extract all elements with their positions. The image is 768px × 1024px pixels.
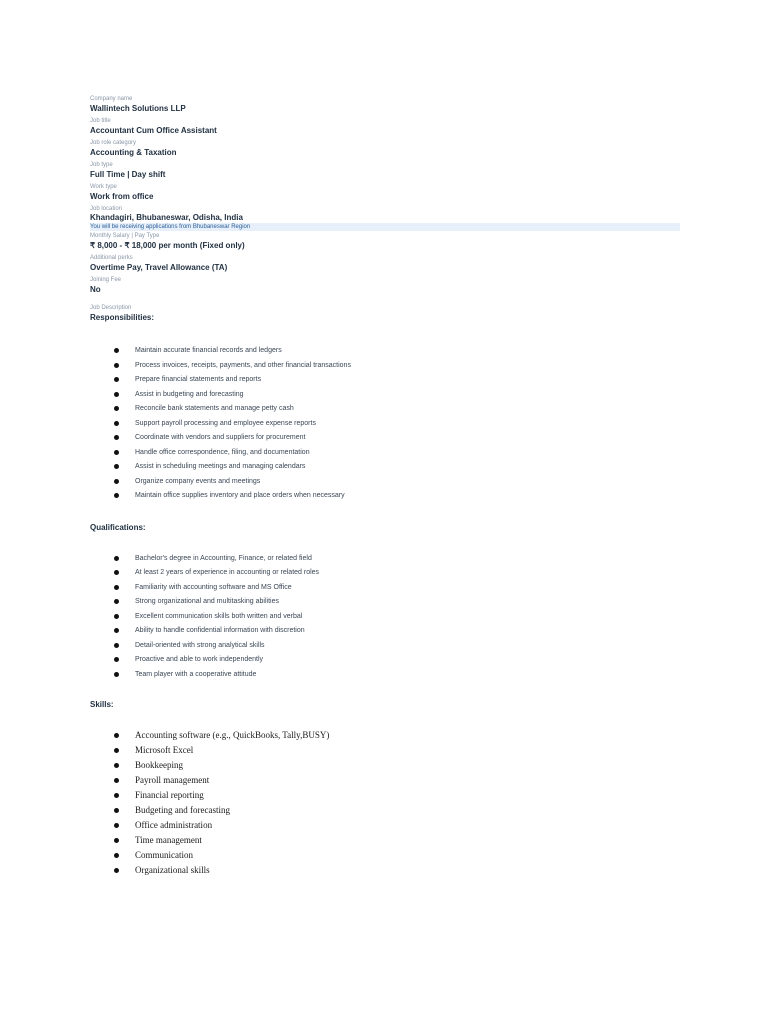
- list-item-text: Budgeting and forecasting: [135, 805, 230, 815]
- bullet-icon: [114, 657, 119, 662]
- responsibilities-list: [90, 346, 680, 506]
- list-item-text: Support payroll processing and employee expense reports: [135, 419, 316, 427]
- field-value: Work from office: [90, 192, 154, 201]
- list-item: [90, 850, 680, 865]
- list-item: [90, 745, 680, 760]
- field-value: ₹ 8,000 - ₹ 18,000 per month (Fixed only): [90, 241, 245, 250]
- list-item-text: Payroll management: [135, 775, 210, 785]
- bullet-icon: [114, 672, 119, 677]
- list-item: [90, 433, 680, 448]
- list-item: [90, 419, 680, 434]
- list-item-text: Bachelor's degree in Accounting, Finance, or related field: [135, 554, 312, 562]
- list-item-text: Time management: [135, 835, 202, 845]
- list-item-text: Ability to handle confidential information with discretion: [135, 627, 305, 634]
- list-item-text: Office administration: [135, 820, 213, 830]
- bullet-icon: [114, 868, 119, 873]
- bullet-icon: [114, 808, 119, 813]
- field-label: Job title: [90, 118, 111, 124]
- list-item: [90, 835, 680, 850]
- list-item: [90, 346, 680, 361]
- bullet-icon: [114, 421, 119, 426]
- bullet-icon: [114, 479, 119, 484]
- list-item-text: Process invoices, receipts, payments, and other financial transactions: [135, 361, 351, 369]
- bullet-icon: [114, 464, 119, 469]
- list-item: [90, 583, 680, 598]
- list-item: [90, 655, 680, 670]
- field-label: Job type: [90, 162, 113, 168]
- list-item-text: Coordinate with vendors and suppliers for procurement: [135, 434, 306, 441]
- list-item-text: Reconcile bank statements and manage petty cash: [135, 405, 294, 412]
- field-job-location: [90, 205, 680, 222]
- list-item: [90, 390, 680, 405]
- field-job-type: [90, 161, 680, 180]
- bullet-icon: [114, 363, 119, 368]
- field-additional-perks: [90, 254, 680, 273]
- bullet-icon: [114, 733, 119, 738]
- bullet-icon: [114, 838, 119, 843]
- list-item: [90, 361, 680, 376]
- list-item: [90, 820, 680, 835]
- list-item: [90, 568, 680, 583]
- field-company-name: [90, 95, 680, 114]
- list-item: [90, 375, 680, 390]
- bullet-icon: [114, 643, 119, 648]
- list-item-text: Organizational skills: [135, 865, 210, 875]
- list-item: [90, 730, 680, 745]
- bullet-icon: [114, 348, 119, 353]
- list-item-text: Accounting software (e.g., QuickBooks, Tally,BUSY): [135, 730, 330, 740]
- field-label: Joining Fee: [90, 277, 122, 283]
- field-value: No: [90, 285, 101, 294]
- bullet-icon: [114, 748, 119, 753]
- list-item: [90, 597, 680, 612]
- field-job-role-category: [90, 139, 680, 158]
- field-value: Accounting & Taxation: [90, 148, 177, 157]
- bullet-icon: [114, 406, 119, 411]
- qualifications-title: Qualifications:: [90, 522, 146, 532]
- list-item: [90, 554, 680, 569]
- list-item-text: Handle office correspondence, filing, and documentation: [135, 448, 310, 456]
- field-work-type: [90, 183, 680, 202]
- field-monthly-salary: [90, 232, 680, 251]
- bullet-icon: [114, 823, 119, 828]
- list-item-text: Familiarity with accounting software and MS Office: [135, 583, 292, 591]
- field-value: Full Time | Day shift: [90, 170, 166, 179]
- field-value: Khandagiri, Bhubaneswar, Odisha, India: [90, 213, 243, 222]
- list-item-text: Organize company events and meetings: [135, 477, 261, 485]
- list-item: [90, 760, 680, 775]
- list-item: [90, 612, 680, 627]
- list-item-text: Maintain office supplies inventory and place orders when necessary: [135, 492, 345, 499]
- bullet-icon: [114, 628, 119, 633]
- qualifications-list: [90, 554, 680, 685]
- responsibilities-title: Responsibilities:: [90, 313, 155, 322]
- list-item-text: Proactive and able to work independently: [135, 656, 264, 663]
- list-item-text: At least 2 years of experience in accounting or related roles: [135, 569, 320, 576]
- field-label: Job role category: [90, 140, 137, 146]
- bullet-icon: [114, 377, 119, 382]
- field-label: Work type: [90, 184, 117, 190]
- list-item-text: Detail-oriented with strong analytical skills: [135, 641, 265, 649]
- list-item-text: Bookkeeping: [135, 760, 183, 770]
- field-label: Company name: [90, 96, 133, 102]
- list-item-text: Microsoft Excel: [135, 745, 194, 755]
- list-item: [90, 626, 680, 641]
- list-item-text: Prepare financial statements and reports: [135, 376, 262, 383]
- field-label: Monthly Salary | Pay Type: [90, 233, 160, 239]
- bullet-icon: [114, 599, 119, 604]
- list-item-text: Strong organizational and multitasking abilities: [135, 598, 279, 605]
- field-job-title: [90, 117, 680, 136]
- field-label: Additional perks: [90, 255, 133, 261]
- bullet-icon: [114, 778, 119, 783]
- job-description-label: Job Description: [90, 305, 132, 311]
- bullet-icon: [114, 585, 119, 590]
- region-notice: You will be receiving applications from Bhubaneswar Region: [90, 223, 680, 231]
- list-item: [90, 790, 680, 805]
- list-item-text: Financial reporting: [135, 790, 204, 800]
- skills-title: Skills:: [90, 700, 114, 709]
- list-item-text: Communication: [135, 850, 193, 860]
- list-item-text: Team player with a cooperative attitude: [135, 670, 257, 678]
- list-item: [90, 641, 680, 656]
- bullet-icon: [114, 435, 119, 440]
- bullet-icon: [114, 570, 119, 575]
- skills-list: [90, 730, 680, 880]
- list-item-text: Assist in scheduling meetings and managing calendars: [135, 463, 306, 470]
- bullet-icon: [114, 853, 119, 858]
- list-item: [90, 491, 680, 506]
- list-item: [90, 448, 680, 463]
- list-item: [90, 670, 680, 685]
- list-item-text: Maintain accurate financial records and ledgers: [135, 347, 282, 354]
- bullet-icon: [114, 793, 119, 798]
- field-label: Job location: [90, 206, 123, 212]
- list-item: [90, 775, 680, 790]
- bullet-icon: [114, 556, 119, 561]
- job-posting-document: [90, 92, 680, 880]
- field-value: Overtime Pay, Travel Allowance (TA): [90, 263, 228, 272]
- list-item-text: Excellent communication skills both written and verbal: [135, 612, 303, 620]
- bullet-icon: [114, 493, 119, 498]
- list-item: [90, 462, 680, 477]
- list-item-text: Assist in budgeting and forecasting: [135, 390, 244, 398]
- field-joining-fee: [90, 276, 680, 295]
- list-item: [90, 865, 680, 880]
- field-value: Accountant Cum Office Assistant: [90, 126, 217, 135]
- field-value: Wallintech Solutions LLP: [90, 104, 186, 113]
- list-item: [90, 805, 680, 820]
- bullet-icon: [114, 763, 119, 768]
- bullet-icon: [114, 450, 119, 455]
- bullet-icon: [114, 614, 119, 619]
- list-item: [90, 404, 680, 419]
- bullet-icon: [114, 392, 119, 397]
- list-item: [90, 477, 680, 492]
